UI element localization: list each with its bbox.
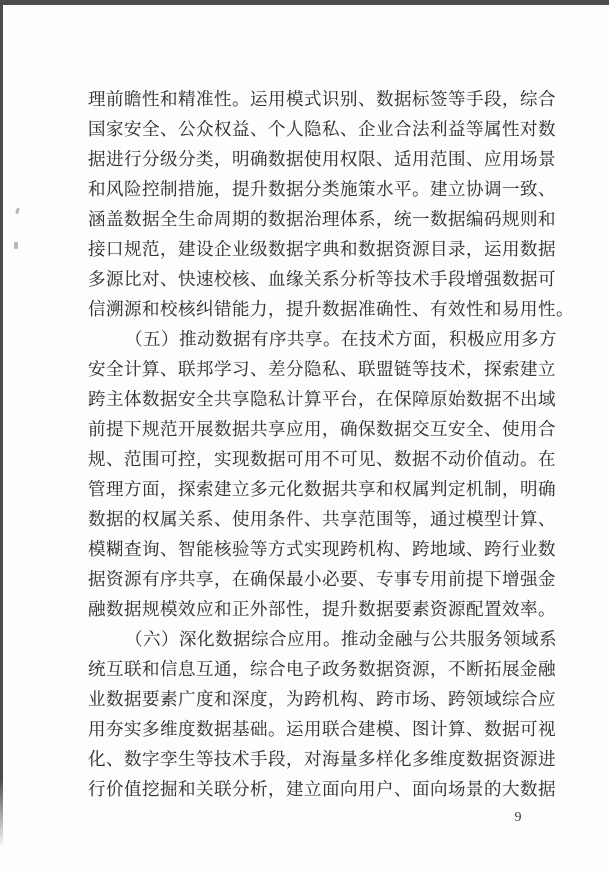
document-line: 模糊查询、智能核验等方式实现跨机构、跨地域、跨行业数 (88, 539, 556, 559)
document-line: 业数据要素广度和深度，为跨机构、跨市场、跨领域综合应 (88, 689, 556, 709)
document-line: 跨主体数据安全共享隐私计算平台，在保障原始数据不出域 (88, 389, 556, 409)
document-line: 规、范围可控，实现数据可用不可见、数据不动价值动。在 (88, 449, 556, 469)
document-line: 融数据规模效应和正外部性，提升数据要素资源配置效率。 (88, 599, 556, 619)
document-line: 前提下规范开展数据共享应用，确保数据交互安全、使用合 (88, 419, 556, 439)
document-line: 化、数字孪生等技术手段，对海量多样化多维度数据资源进 (88, 749, 556, 769)
page-number: 9 (514, 810, 522, 825)
document-line: 行价值挖掘和关联分析，建立面向用户、面向场景的大数据 (88, 779, 556, 799)
document-line: 统互联和信息互通，综合电子政务数据资源，不断拓展金融 (88, 659, 556, 679)
document-line: 据资源有序共享，在确保最小必要、专事专用前提下增强金 (88, 569, 556, 589)
document-line: 多源比对、快速校核、血缘关系分析等技术手段增强数据可 (88, 269, 556, 289)
document-line: 国家安全、公众权益、个人隐私、企业合法利益等属性对数 (88, 119, 556, 139)
document-line: 接口规范，建设企业级数据字典和数据资源目录，运用数据 (88, 239, 556, 259)
document-line: 安全计算、联邦学习、差分隐私、联盟链等技术，探索建立 (88, 359, 556, 379)
document-line: 管理方面，探索建立多元化数据共享和权属判定机制，明确 (88, 479, 556, 499)
document-line: 信溯源和校核纠错能力，提升数据准确性、有效性和易用性。 (88, 299, 574, 319)
document-line: 和风险控制措施，提升数据分类施策水平。建立协调一致、 (88, 179, 556, 199)
document-line-paragraph-start: （五）推动数据有序共享。在技术方面，积极应用多方 (125, 329, 557, 349)
document-text-block (88, 84, 574, 804)
document-line-paragraph-start: （六）深化数据综合应用。推动金融与公共服务领域系 (125, 629, 557, 649)
scan-artifact (14, 242, 18, 249)
document-line: 数据的权属关系、使用条件、共享范围等，通过模型计算、 (88, 509, 556, 529)
scan-border-top (0, 0, 609, 5)
scan-artifact (15, 208, 20, 215)
document-line: 用夯实多维度数据基础。运用联合建模、图计算、数据可视 (88, 719, 556, 739)
document-line: 涵盖数据全生命周期的数据治理体系，统一数据编码规则和 (88, 209, 556, 229)
document-line: 据进行分级分类，明确数据使用权限、适用范围、应用场景 (88, 149, 556, 169)
document-line: 理前瞻性和精准性。运用模式识别、数据标签等手段，综合 (88, 89, 556, 109)
scan-border-left (0, 0, 3, 848)
